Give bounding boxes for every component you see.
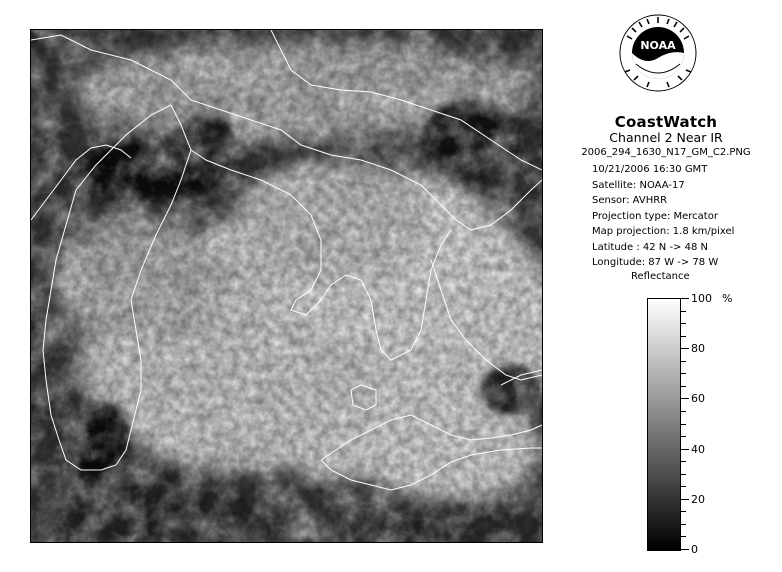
noaa-logo	[619, 14, 697, 92]
colorbar-major-tick	[680, 298, 689, 299]
metadata-list	[592, 162, 734, 271]
brand-title: CoastWatch	[614, 113, 718, 131]
colorbar-minor-tick	[680, 524, 686, 525]
colorbar-tick-label: 20	[691, 493, 705, 506]
sensor: Sensor: AVHRR	[592, 195, 668, 206]
colorbar-minor-tick	[680, 474, 686, 475]
map-projection: Map projection: 1.8 km/pixel	[592, 226, 735, 237]
colorbar-minor-tick	[680, 424, 686, 425]
colorbar-major-tick	[680, 449, 689, 450]
colorbar-minor-tick	[680, 411, 686, 412]
satellite: Satellite: NOAA-17	[592, 179, 685, 191]
colorbar-minor-tick	[680, 486, 686, 487]
colorbar-minor-tick	[680, 536, 686, 537]
svg-text:NOAA: NOAA	[640, 39, 676, 52]
colorbar-tick-label: 60	[691, 392, 705, 405]
longitude-range: Longitude: 87 W -> 78 W	[592, 257, 719, 268]
image-filename: 2006_294_1630_N17_GM_C2.PNG	[581, 147, 751, 158]
legend-title: Reflectance	[631, 271, 690, 282]
colorbar-minor-tick	[680, 373, 686, 374]
colorbar-tick-label: 0	[691, 543, 698, 556]
colorbar-major-tick	[680, 398, 689, 399]
colorbar-major-tick	[680, 549, 689, 550]
projection-type: Projection type: Mercator	[592, 210, 718, 222]
channel-title: Channel 2 Near IR	[609, 130, 723, 145]
colorbar-minor-tick	[680, 361, 686, 362]
satellite-map	[31, 30, 542, 542]
colorbar-tick-label: 80	[691, 342, 705, 355]
colorbar-minor-tick	[680, 386, 686, 387]
colorbar-tick-label: 40	[691, 443, 705, 456]
colorbar-minor-tick	[680, 436, 686, 437]
colorbar-minor-tick	[680, 336, 686, 337]
colorbar-minor-tick	[680, 461, 686, 462]
colorbar-major-tick	[680, 499, 689, 500]
colorbar-major-tick	[680, 348, 689, 349]
date-time: 10/21/2006 16:30 GMT	[592, 164, 708, 175]
colorbar-minor-tick	[680, 311, 686, 312]
satellite-image	[30, 29, 543, 543]
colorbar-minor-tick	[680, 323, 686, 324]
colorbar-tick-label: 100	[691, 292, 712, 305]
reflectance-colorbar	[647, 298, 681, 551]
latitude-range: Latitude : 42 N -> 48 N	[592, 241, 708, 253]
colorbar-minor-tick	[680, 511, 686, 512]
legend-unit: %	[722, 292, 733, 305]
cloud-shadow-texture	[31, 30, 542, 542]
